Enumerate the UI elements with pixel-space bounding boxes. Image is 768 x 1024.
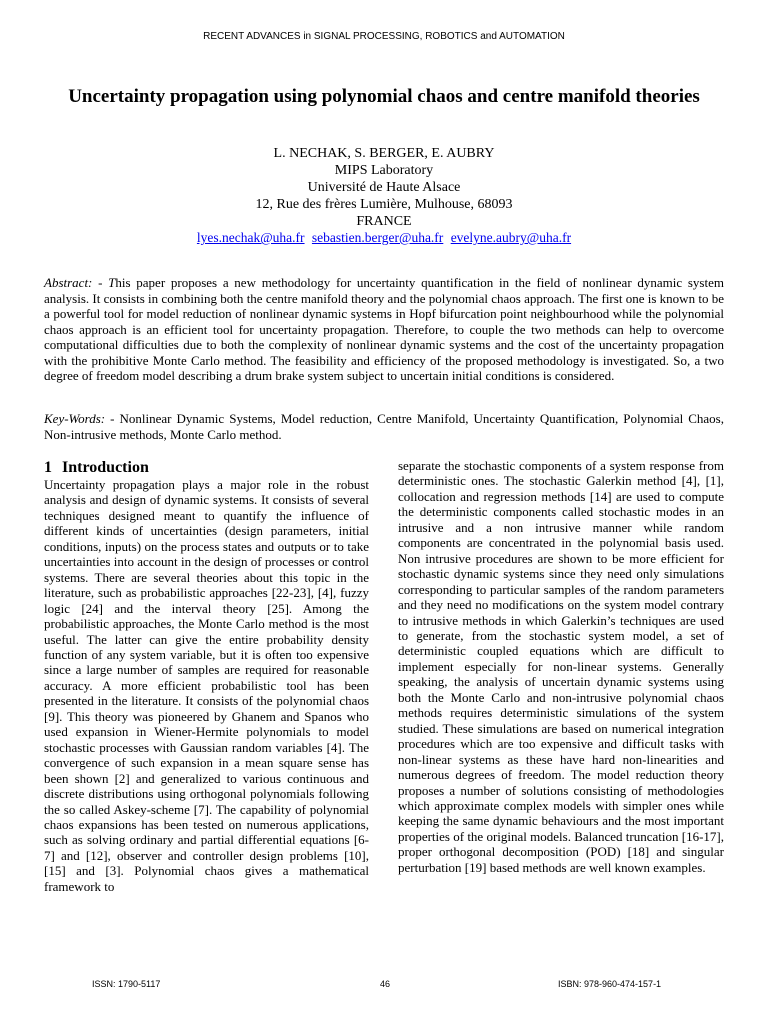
abstract-label: Abstract: - T (44, 275, 116, 290)
keywords-label: Key-Words: (44, 411, 106, 426)
section-heading (44, 459, 149, 477)
keywords-text: - Nonlinear Dynamic Systems, Model reduction, Centre Manifold, Uncertainty Quantification, Polynomial Chaos, Non-intrusive methods, Monte Carlo method. (44, 411, 724, 442)
section-number: 1 (44, 459, 52, 476)
abstract (44, 275, 724, 384)
section-title: Introduction (62, 459, 149, 476)
abstract-text: his paper proposes a new methodology for uncertainty quantification in the field of nonlinear dynamic system analysis. It consists in combining both the centre manifold theory and the polynomial chaos approach. The first one is known to be a powerful tool for model reduction of nonlinear dynamic systems in Hopf bifurcation point neighbourhood while the polynomial chaos approach is an efficient tool for uncertainty propagation. Therefore, to couple the two methods can help to overcome computational difficulties due to both the complexity of nonlinear dynamic systems and the cost of the uncertainty propagation with the prohibitive Monte Carlo method. The feasibility and efficiency of the proposed methodology is investigated. So, a two degree of freedom model describing a drum brake system subject to uncertain initial conditions is considered. (44, 275, 724, 383)
email-link-nechak[interactable]: lyes.nechak@uha.fr (196, 230, 305, 245)
email-links (0, 230, 768, 246)
author-names: L. NECHAK, S. BERGER, E. AUBRY (273, 146, 495, 161)
footer-issn: ISSN: 1790-5117 (92, 979, 161, 989)
running-header: RECENT ADVANCES in SIGNAL PROCESSING, ROBOTICS and AUTOMATION (203, 31, 565, 42)
author-block (0, 145, 768, 230)
paper-title: Uncertainty propagation using polynomial chaos and centre manifold theories (68, 86, 700, 107)
email-link-berger[interactable]: sebastien.berger@uha.fr (311, 230, 444, 245)
footer-page-number: 46 (380, 979, 391, 989)
author-lab: MIPS Laboratory (334, 163, 434, 178)
keywords (44, 411, 724, 442)
left-column-text: Uncertainty propagation plays a major role in the robust analysis and design of dynamic systems. It consists of several techniques designed meant to quantify the influence of different kinds of uncertainties (design parameters, initial conditions, inputs) on the process states and outputs or to take uncertainties into account in the design of processes or control systems. There are several theories about this topic in the literature, such as probabilistic approaches [22-23], [4], fuzzy logic [24] and the interval theory [25]. Among the probabilistic approaches, the Monte Carlo method is the most useful. The latter can give the entire probability density function of any system variable, but it is often too expensive since a large number of samples are required for reasonable accuracy. A more efficient probabilistic tool has been presented in the literature. It consists of the polynomial chaos [9]. This theory was pioneered by Ghanem and Spanos who used expansion in Wiener-Hermite polynomials to model stochastic processes with Gaussian random variables [4]. The convergence of such expansion in a mean square sense has been shown [2] and generalized to various continuous and discrete distributions using orthogonal polynomials following the so called Askey-scheme [7]. The capability of polynomial chaos expansions has been tested on numerous applications, such as solving ordinary and partial differential equations [6-7] and [12], observer and controller design problems [10], [15] and [3]. Polynomial chaos gives a mathematical framework to (44, 477, 369, 894)
footer-isbn: ISBN: 978-960-474-157-1 (558, 979, 662, 989)
email-link-aubry[interactable]: evelyne.aubry@uha.fr (450, 230, 572, 245)
author-address: 12, Rue des frères Lumière, Mulhouse, 68093 (255, 197, 513, 212)
author-country: FRANCE (356, 214, 412, 229)
author-university: Université de Haute Alsace (307, 180, 461, 195)
right-column-text: separate the stochastic components of a system response from deterministic ones. The stochastic Galerkin method [4], [1], collocation and regression methods [14] are used to compute the deterministic components called stochastic modes in an intrusive and a non intrusive manner while random components are concentrated in the polynomial basis used. Non intrusive procedures are shown to be more efficient for stochastic dynamic systems since they need only simulations corresponding to particular samples of the random parameters and they need no modifications on the system model contrary to intrusive methods in which Galerkin’s techniques are used to generate, from the stochastic system model, a set of deterministic coupled equations which are difficult to implement especially for non-linear systems. Generally speaking, the analysis of uncertain dynamic systems using both the Monte Carlo and non-intrusive polynomial chaos methods requires deterministic simulations of the system studied. These simulations are based on numerical integration procedures which are too expensive and difficult tasks with non-linear systems as these have hard non-linearities and numerous degrees of freedom. The model reduction theory proposes a number of solutions consisting of methodologies which approximate complex models with simpler ones while keeping the same dynamic behaviours and the most important properties of the original models. Balanced truncation [16-17], proper orthogonal decomposition (POD) [18] and singular perturbation [19] based methods are well known examples. (398, 458, 724, 875)
